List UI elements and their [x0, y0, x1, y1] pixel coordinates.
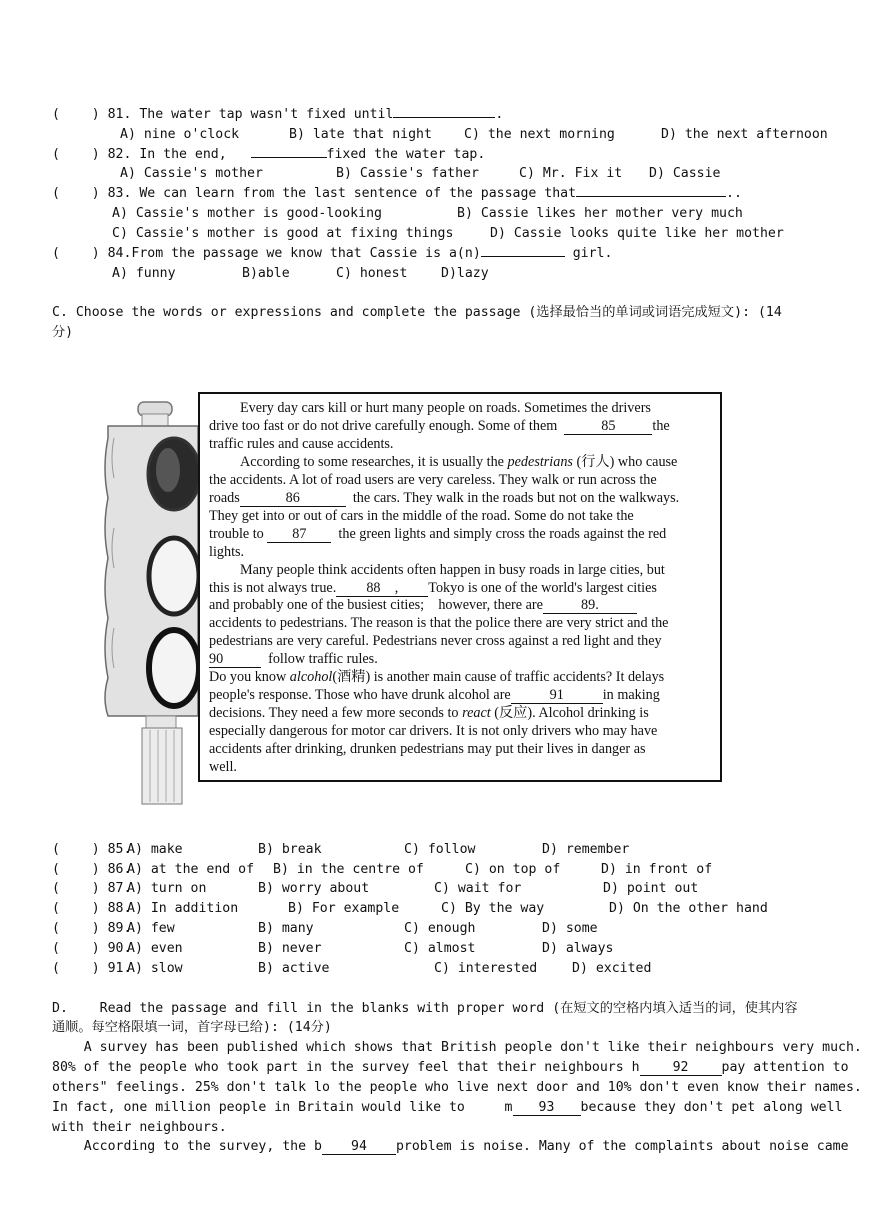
paragraph-line: In fact, one million people in Britain would like to m 93 because they don't pet along well [52, 1100, 843, 1115]
option-b: B) Cassie's father [336, 166, 479, 181]
question-stem: 81. The water tap wasn't fixed until [107, 107, 394, 122]
option-c: C) almost [404, 941, 476, 956]
section-d-heading-cont: 通顺。每空格限填一词，首字母已给): (14分) [52, 1020, 332, 1035]
option-a: A) funny [112, 266, 176, 281]
paragraph-line: others" feelings. 25% don't talk lo the people who live next door and 10% don't even know their names. [52, 1080, 862, 1095]
option-a: A) at the end of [127, 862, 255, 877]
section-c-heading-cont: 分) [52, 325, 74, 340]
option-b: B) in the centre of [273, 862, 424, 877]
option-d: D) On the other hand [609, 901, 768, 916]
question-83: ( ) 83. We can learn from the last sentence of the passage that .. [52, 186, 742, 201]
paragraph-line: with their neighbours. [52, 1120, 227, 1135]
blank-91[interactable]: 91 [511, 688, 603, 704]
option-a: A) turn on [127, 881, 207, 896]
cloze-passage-box: Every day cars kill or hurt many people on roads. Sometimes the drivers drive too fast or do not drive carefully enough. Some of them 85 the traffic rules and cause accidents. According to some researches, it is usually the pedestrians (行人) who cause the accidents. A lot of road users are very careless. They walk or run across the roads 86 the cars. They walk in the roads but not on the walkways. They get into or out of cars in the middle of the road. Some do not take the trouble to 87 the green lights and simply cross the roads against the red lights. Many people think accidents often happen in busy roads in large cities, but this is not always true. 88 , Tokyo is one of the world's largest cities and probably one of the busiest cities; however, there are 89. accidents to pedestrians. The reason is that the police there are very strict and the pedestrians are very careful. Pedestrians never cross against a red light and they 90 follow traffic rules. Do you know alcohol(酒精) is another main cause of traffic accidents? It delays people's response. Those who have drunk alcohol are 91 in making decisions. They need a few more seconds to react (反应). Alcohol drinking is especially dangerous for motor car drivers. It is not only drivers who may have accidents after drinking, drunken pedestrians may put their lives in danger as well. [198, 392, 722, 782]
choice-row: ( ) 86. [52, 862, 132, 877]
option-a: A) In addition [127, 901, 239, 916]
paragraph-line: According to the survey, the b 94 problem is noise. Many of the complaints about noise came [52, 1139, 849, 1154]
section-d-heading: D. Read the passage and fill in the blanks with proper word (在短文的空格内填入适当的词，使其内容 [52, 1001, 798, 1016]
option-c: C) enough [404, 921, 476, 936]
option-b: B)able [242, 266, 290, 281]
traffic-light-illustration [100, 398, 200, 808]
blank-85[interactable]: 85 [564, 419, 652, 435]
blank-93[interactable]: 93 [513, 1100, 581, 1116]
option-a: A) slow [127, 961, 183, 976]
option-b: B) For example [288, 901, 400, 916]
option-b: B) worry about [258, 881, 370, 896]
option-d: D)lazy [441, 266, 489, 281]
option-c: C) interested [434, 961, 538, 976]
choice-row: ( ) 88. [52, 901, 132, 916]
blank-86[interactable]: 86 [240, 491, 346, 507]
blank-94[interactable]: 94 [322, 1139, 396, 1155]
option-b: B) late that night [289, 127, 432, 142]
answer-paren: ( ) [52, 246, 100, 261]
choice-row: ( ) 89. [52, 921, 132, 936]
option-c: C) wait for [434, 881, 522, 896]
option-c: C) honest [336, 266, 408, 281]
option-a: A) Cassie's mother is good-looking [112, 206, 382, 221]
option-a: A) Cassie's mother [120, 166, 263, 181]
question-stem: 83. We can learn from the last sentence of the passage that [107, 186, 577, 201]
option-d: D) always [542, 941, 614, 956]
option-c: C) By the way [441, 901, 545, 916]
answer-blank[interactable] [251, 157, 327, 158]
option-c: C) follow [404, 842, 476, 857]
option-b: B) many [258, 921, 314, 936]
question-84: ( ) 84.From the passage we know that Cassie is a(n) girl. [52, 246, 613, 261]
paragraph-line: A survey has been published which shows that British people don't like their neighbours very much. [52, 1040, 862, 1055]
question-82: ( ) 82. In the end, fixed the water tap. [52, 147, 486, 162]
option-b: B) break [258, 842, 322, 857]
answer-blank[interactable] [393, 117, 495, 118]
paragraph-line: 80% of the people who took part in the survey feel that their neighbours h 92 pay attention to [52, 1060, 849, 1075]
section-c-heading: C. Choose the words or expressions and complete the passage (选择最恰当的单词或词语完成短文): (14 [52, 305, 782, 320]
question-81: ( ) 81. The water tap wasn't fixed until . [52, 107, 504, 122]
answer-paren: ( ) [52, 186, 100, 201]
choice-row: ( ) 91. [52, 961, 132, 976]
question-stem: 82. In the end, [107, 147, 227, 162]
option-c: C) the next morning [464, 127, 615, 142]
answer-paren: ( ) [52, 107, 100, 122]
blank-87[interactable]: 87 [267, 527, 331, 543]
option-a: A) even [127, 941, 183, 956]
option-d: D) excited [572, 961, 652, 976]
question-stem: 84.From the passage we know that Cassie is a(n) [107, 246, 481, 261]
answer-blank[interactable] [576, 196, 726, 197]
option-d: D) Cassie looks quite like her mother [490, 226, 784, 241]
option-d: D) in front of [601, 862, 713, 877]
option-c: C) Mr. Fix it [519, 166, 623, 181]
option-b: B) Cassie likes her mother very much [457, 206, 743, 221]
option-b: B) active [258, 961, 330, 976]
option-d: D) the next afternoon [661, 127, 828, 142]
option-a: A) few [127, 921, 175, 936]
option-a: A) nine o'clock [120, 127, 240, 142]
blank-92[interactable]: 92 [640, 1060, 722, 1076]
blank-88[interactable]: 88 , [336, 581, 428, 597]
choice-row: ( ) 90. [52, 941, 132, 956]
option-d: D) point out [603, 881, 699, 896]
option-c: C) Cassie's mother is good at fixing things [112, 226, 454, 241]
blank-89[interactable]: 89. [543, 598, 637, 614]
choice-row: ( ) 85. [52, 842, 132, 857]
option-a: A) make [127, 842, 183, 857]
option-d: D) some [542, 921, 598, 936]
option-d: D) Cassie [649, 166, 721, 181]
answer-paren: ( ) [52, 147, 100, 162]
answer-blank[interactable] [481, 256, 565, 257]
option-c: C) on top of [465, 862, 561, 877]
blank-90[interactable]: 90 [209, 652, 261, 668]
option-b: B) never [258, 941, 322, 956]
choice-row: ( ) 87. [52, 881, 132, 896]
option-d: D) remember [542, 842, 630, 857]
